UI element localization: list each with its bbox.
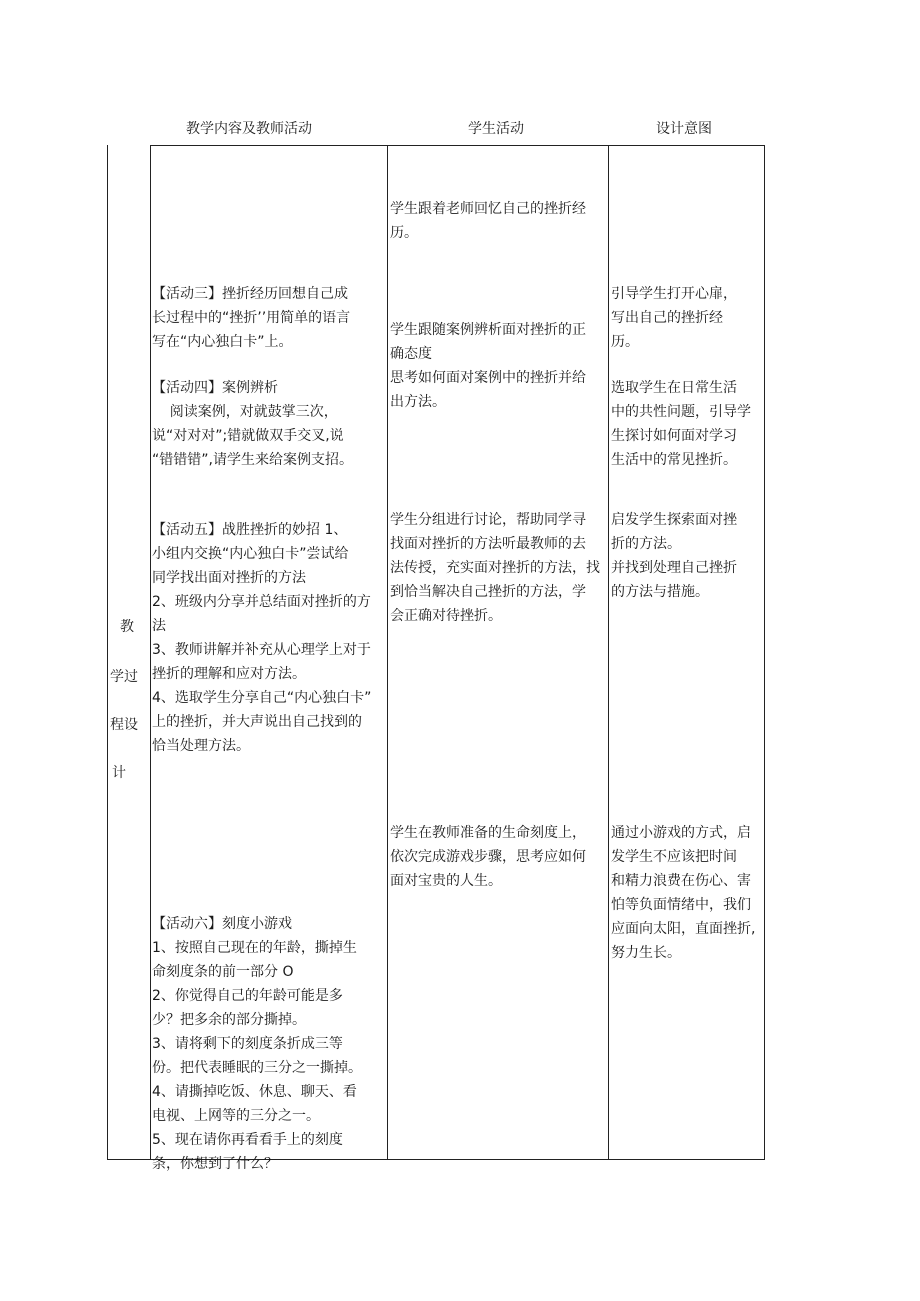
student-activity-1: 学生跟着老师回忆自己的挫折经 历。: [390, 201, 586, 241]
header-student-activity: 学生活动: [468, 121, 524, 137]
table-divider-1: [150, 145, 151, 1160]
table-divider-3: [608, 145, 609, 1160]
design-intent-4: 通过小游戏的方式，启 发学生不应该把时间 和精力浪费在伤心、害 怕等负面情绪中，我们 应面向太阳，直面挫折, 努力生长。: [611, 825, 756, 961]
row-label-line-1: 教: [120, 619, 134, 635]
header-design-intent: 设计意图: [656, 121, 712, 137]
design-intent-1: 引导学生打开心扉， 写出自己的挫折经 历。: [611, 286, 737, 350]
design-intent-3: 启发学生探索面对挫 折的方法。 并找到处理自己挫折 的方法与措施。: [611, 512, 737, 600]
activity-4-text: 【活动四】案例辨析 阅读案例，对就鼓掌三次， 说“对对对”;错就做双手交叉,说 “错错错”,请学生来给案例支招。: [152, 380, 353, 468]
activity-6-text: 【活动六】刻度小游戏 1、按照自己现在的年龄，撕掉生 命刻度条的前一部分 O 2、你觉得自己的年龄可能是多 少？把多余的部分撕掉。 3、请将剩下的刻度条折成三等 份。把代表睡眠的三分之一撕掉。 4、请撕掉吃饭、休息、聊天、看 电视、上网等的三分之一。 5、现在请你再看看手上的刻度 条，你想到了什么？: [152, 916, 362, 1172]
row-label-line-2: 学过: [110, 669, 138, 685]
student-activity-4: 学生在教师准备的生命刻度上， 依次完成游戏步骤，思考应如何 面对宝贵的人生。: [390, 825, 586, 889]
activity-5-text: 【活动五】战胜挫折的妙招 1、 小组内交换“内心独白卡”尝试给 同学找出面对挫折的方法 2、班级内分享并总结面对挫折的方 法 3、教师讲解并补充从心理学上对于 挫折的理解和应对方法。 4、选取学生分享自己“内心独白卡” 上的挫折，并大声说出自己找到的 恰当处理方法。: [152, 522, 372, 754]
row-label-line-3: 程设: [110, 717, 138, 733]
row-label-line-4: 计: [112, 765, 126, 781]
header-teaching-content: 教学内容及教师活动: [186, 121, 312, 137]
student-activity-2: 学生跟随案例辨析面对挫折的正 确态度 思考如何面对案例中的挫折并给 出方法。: [390, 322, 586, 410]
table-border-right: [764, 145, 765, 1160]
design-intent-2: 选取学生在日常生活 中的共性问题，引导学 生探讨如何面对学习 生活中的常见挫折。: [611, 380, 751, 468]
table-divider-2: [387, 145, 388, 1160]
student-activity-3: 学生分组进行讨论，帮助同学寻 找面对挫折的方法听最教师的去 法传授，充实面对挫折的方法，找 到恰当解决自己挫折的方法，学 会正确对待挫折。: [390, 512, 600, 624]
activity-3-text: 【活动三】挫折经历回想自己成 长过程中的“挫折’’用简单的语言 写在“内心独白卡”上。: [152, 286, 351, 350]
table-border-top: [150, 145, 765, 146]
table-border-left: [107, 145, 108, 1160]
